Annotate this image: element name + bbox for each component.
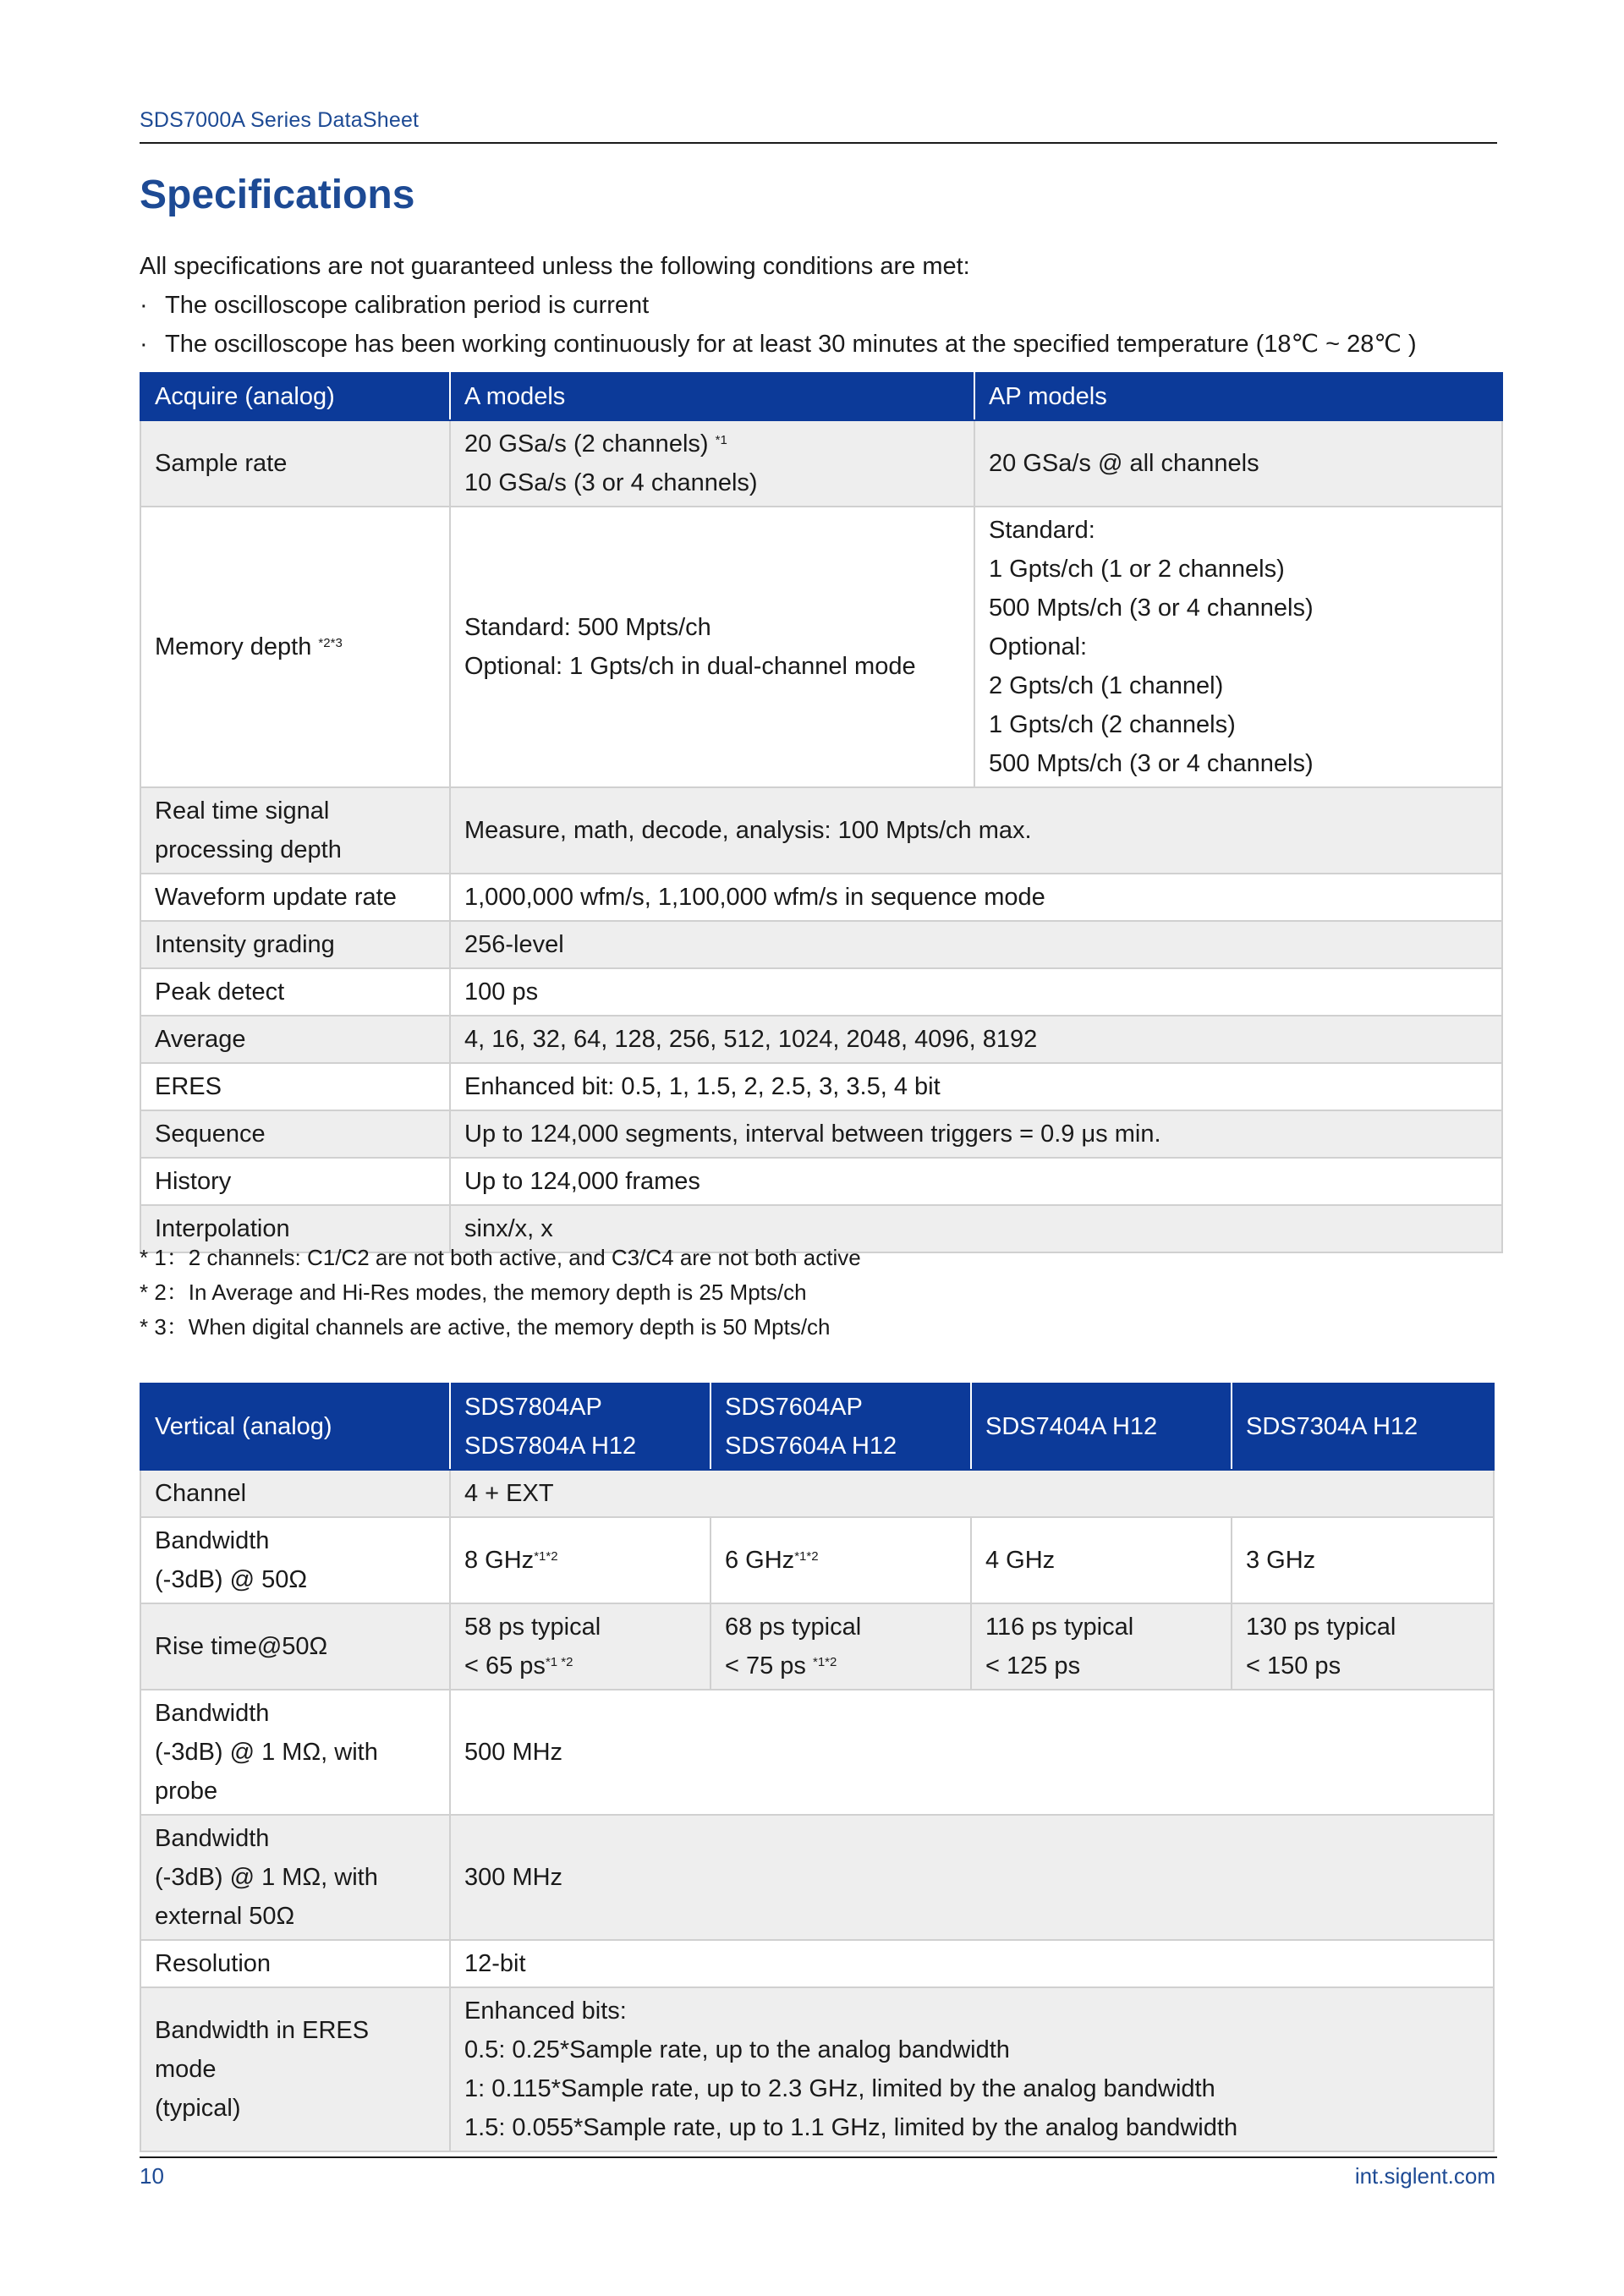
header-cell	[450, 1384, 710, 1470]
table-row	[140, 787, 1502, 874]
intro	[140, 247, 1510, 364]
table-row	[140, 1110, 1502, 1158]
value-line: < 125 ps	[985, 1652, 1081, 1680]
table-header-row	[140, 373, 1502, 420]
header-cell: AP models	[974, 373, 1502, 420]
row-label	[140, 1517, 450, 1603]
bullet-mark: ·	[140, 292, 148, 319]
footnote: * 2：In Average and Hi-Res modes, the memory depth is 25 Mpts/ch	[140, 1280, 807, 1305]
footnote: * 1：2 channels: C1/C2 are not both active, and C3/C4 are not both active	[140, 1245, 861, 1270]
table-row	[140, 1987, 1494, 2151]
acquire-spec-table	[140, 372, 1503, 1253]
row-value: 256-level	[450, 921, 1502, 968]
row-value: 4, 16, 32, 64, 128, 256, 512, 1024, 2048, 4096, 8192	[450, 1016, 1502, 1063]
row-value	[1232, 1603, 1494, 1690]
table-row	[140, 874, 1502, 921]
website-link[interactable]: int.siglent.com	[1354, 2163, 1495, 2189]
table-row	[140, 1470, 1494, 1517]
header-line: SDS7804A H12	[464, 1433, 637, 1460]
value-line: 2 Gpts/ch (1 channel)	[989, 672, 1224, 699]
header-cell	[710, 1384, 971, 1470]
intro-bullet	[140, 325, 1510, 364]
table-row	[140, 968, 1502, 1016]
row-label: Sequence	[140, 1110, 450, 1158]
row-label: Resolution	[140, 1940, 450, 1987]
row-label: Rise time@50Ω	[140, 1603, 450, 1690]
label-line: processing depth	[155, 836, 342, 863]
footnote: * 3：When digital channels are active, the memory depth is 50 Mpts/ch	[140, 1314, 831, 1340]
row-value	[450, 420, 974, 507]
value-line: 68 ps typical	[725, 1614, 862, 1641]
footnote-ref: *2*3	[318, 636, 343, 650]
row-label: Sample rate	[140, 420, 450, 507]
value-line: < 65 ps	[464, 1652, 546, 1680]
row-label: Interpolation	[140, 1205, 450, 1252]
row-value	[450, 1987, 1494, 2151]
header-line: SDS7604A H12	[725, 1433, 897, 1460]
value-line: < 150 ps	[1246, 1652, 1341, 1680]
table-row	[140, 1517, 1494, 1603]
label-line: Bandwidth	[155, 1527, 270, 1554]
intro-bullet-text: The oscilloscope calibration period is current	[165, 292, 650, 319]
row-label: Intensity grading	[140, 921, 450, 968]
table-row	[140, 1063, 1502, 1110]
row-label: History	[140, 1158, 450, 1205]
row-value: Measure, math, decode, analysis: 100 Mpts/ch max.	[450, 787, 1502, 874]
intro-bullet	[140, 286, 1510, 325]
header-cell: Vertical (analog)	[140, 1384, 450, 1470]
row-value: sinx/x, x	[450, 1205, 1502, 1252]
header-cell: SDS7304A H12	[1232, 1384, 1494, 1470]
row-value	[450, 507, 974, 787]
value-line: 1 Gpts/ch (1 or 2 channels)	[989, 556, 1285, 583]
table-row	[140, 1016, 1502, 1063]
row-value: Up to 124,000 segments, interval between triggers = 0.9 μs min.	[450, 1110, 1502, 1158]
footnote-ref: *1*2	[794, 1549, 819, 1564]
label-line: external 50Ω	[155, 1903, 295, 1930]
row-value	[710, 1517, 971, 1603]
table-row	[140, 420, 1502, 507]
value-line: 10 GSa/s (3 or 4 channels)	[464, 469, 758, 496]
page-title: Specifications	[140, 173, 415, 217]
header-title: SDS7000A Series DataSheet	[140, 108, 420, 132]
label-line: Real time signal	[155, 797, 330, 825]
label-line: Bandwidth	[155, 1700, 270, 1727]
table-row	[140, 1940, 1494, 1987]
value-line: 1: 0.115*Sample rate, up to 2.3 GHz, limited by the analog bandwidth	[464, 2075, 1215, 2102]
header-cell: Acquire (analog)	[140, 373, 450, 420]
page-number: 10	[140, 2163, 164, 2189]
value-line: Standard: 500 Mpts/ch	[464, 614, 711, 641]
value-line: Standard:	[989, 517, 1095, 544]
value-line: 500 Mpts/ch (3 or 4 channels)	[989, 595, 1314, 622]
label-line: Bandwidth	[155, 1825, 270, 1852]
value-text: 8 GHz	[464, 1547, 535, 1574]
intro-lead: All specifications are not guaranteed unless the following conditions are met:	[140, 253, 970, 280]
row-label	[140, 1690, 450, 1815]
row-value: Up to 124,000 frames	[450, 1158, 1502, 1205]
table-row	[140, 921, 1502, 968]
label-line: probe	[155, 1778, 218, 1805]
value-line: Enhanced bits:	[464, 1997, 627, 2025]
row-value: 300 MHz	[450, 1815, 1494, 1940]
value-line: < 75 ps	[725, 1652, 806, 1680]
label-line: (-3dB) @ 1 MΩ, with	[155, 1864, 378, 1891]
row-value: 4 + EXT	[450, 1470, 1494, 1517]
row-label: Average	[140, 1016, 450, 1063]
label-line: (typical)	[155, 2095, 241, 2122]
row-label: Channel	[140, 1470, 450, 1517]
row-value	[710, 1603, 971, 1690]
vertical-spec-table	[140, 1383, 1495, 2152]
row-value: 12-bit	[450, 1940, 1494, 1987]
bullet-mark: ·	[140, 331, 148, 358]
row-value	[450, 1603, 710, 1690]
header-line: SDS7804AP	[464, 1394, 602, 1421]
table-row	[140, 1158, 1502, 1205]
row-value: 100 ps	[450, 968, 1502, 1016]
footnote-ref: *1	[715, 433, 727, 447]
table-row	[140, 507, 1502, 787]
row-value: Enhanced bit: 0.5, 1, 1.5, 2, 2.5, 3, 3.5, 4 bit	[450, 1063, 1502, 1110]
value-line: Optional:	[989, 633, 1088, 660]
table-row	[140, 1690, 1494, 1815]
footnotes	[140, 1241, 861, 1345]
footnote-ref: *1*2	[813, 1655, 837, 1669]
value-line: Optional: 1 Gpts/ch in dual-channel mode	[464, 653, 916, 680]
table-row	[140, 1603, 1494, 1690]
value-line: 116 ps typical	[985, 1614, 1134, 1641]
row-value: 500 MHz	[450, 1690, 1494, 1815]
row-label	[140, 1987, 450, 2151]
footnote-ref: *1 *2	[545, 1655, 573, 1669]
header-cell: SDS7404A H12	[971, 1384, 1232, 1470]
table-row	[140, 1815, 1494, 1940]
row-label	[140, 507, 450, 787]
intro-bullet-text: The oscilloscope has been working continuously for at least 30 minutes at the specified temperature (18℃ ~ 28℃ )	[165, 331, 1417, 358]
footer-divider	[140, 2156, 1497, 2158]
value-line: 1 Gpts/ch (2 channels)	[989, 711, 1236, 738]
value-line: 20 GSa/s (2 channels)	[464, 430, 709, 458]
row-value: 1,000,000 wfm/s, 1,100,000 wfm/s in sequence mode	[450, 874, 1502, 921]
row-label: Waveform update rate	[140, 874, 450, 921]
header-line: SDS7604AP	[725, 1394, 863, 1421]
row-value: 4 GHz	[971, 1517, 1232, 1603]
value-line: 58 ps typical	[464, 1614, 601, 1641]
header-cell: A models	[450, 373, 974, 420]
row-label: ERES	[140, 1063, 450, 1110]
value-line: 130 ps typical	[1246, 1614, 1396, 1641]
row-value: 20 GSa/s @ all channels	[974, 420, 1502, 507]
value-line: 1.5: 0.055*Sample rate, up to 1.1 GHz, limited by the analog bandwidth	[464, 2114, 1238, 2141]
row-value	[450, 1517, 710, 1603]
label-line: (-3dB) @ 50Ω	[155, 1566, 308, 1593]
value-line: 500 Mpts/ch (3 or 4 channels)	[989, 750, 1314, 777]
table-header-row	[140, 1384, 1494, 1470]
row-label-text: Memory depth	[155, 633, 312, 660]
label-line: (-3dB) @ 1 MΩ, with	[155, 1739, 378, 1766]
row-label	[140, 787, 450, 874]
row-value	[971, 1603, 1232, 1690]
footnote-ref: *1*2	[534, 1549, 558, 1564]
row-value: 3 GHz	[1232, 1517, 1494, 1603]
row-label	[140, 1815, 450, 1940]
value-text: 6 GHz	[725, 1547, 795, 1574]
label-line: Bandwidth in ERES mode	[155, 2017, 370, 2083]
header-divider	[140, 142, 1497, 144]
row-value	[974, 507, 1502, 787]
value-line: 0.5: 0.25*Sample rate, up to the analog bandwidth	[464, 2036, 1010, 2063]
row-label: Peak detect	[140, 968, 450, 1016]
